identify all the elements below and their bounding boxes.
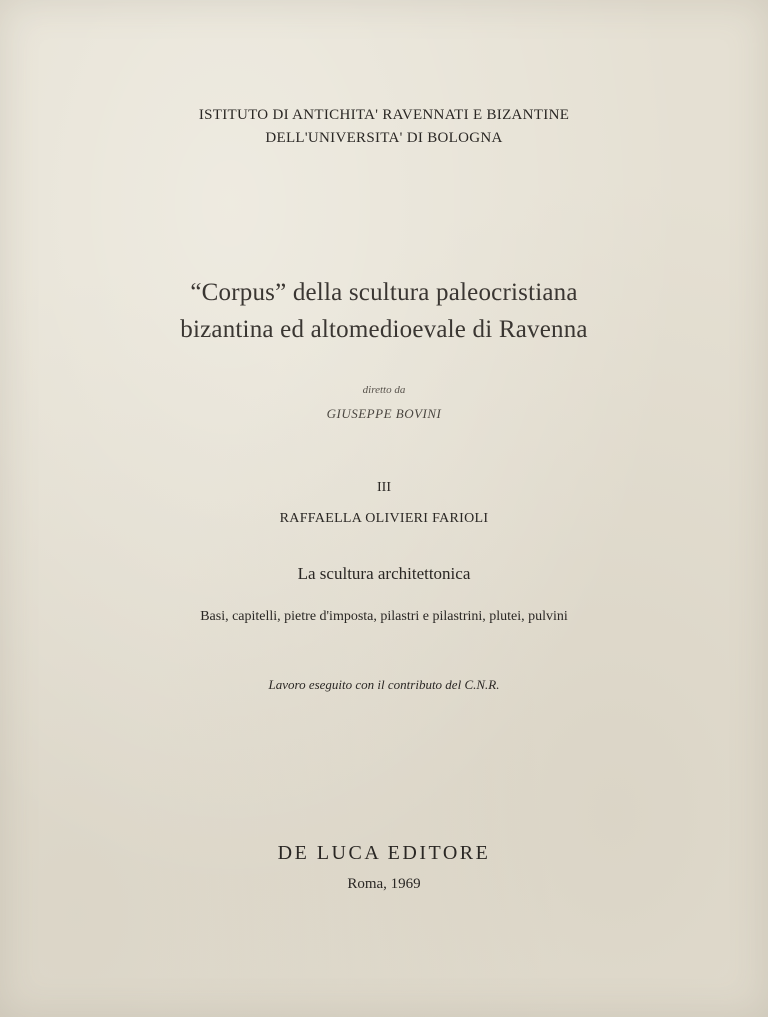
series-editor-name: GIUSEPPE BOVINI bbox=[326, 406, 442, 421]
book-title-line-2: bizantina ed altomedioevale di Ravenna bbox=[180, 316, 588, 343]
directed-by-label: diretto da bbox=[362, 384, 406, 396]
institute-line-2: DELL'UNIVERSITA' DI BOLOGNA bbox=[265, 130, 503, 146]
book-subtitle: La scultura architettonica bbox=[297, 564, 471, 583]
publication-place-year: Roma, 1969 bbox=[347, 876, 421, 892]
publisher-name: DE LUCA EDITORE bbox=[277, 842, 491, 864]
institute-line-1: ISTITUTO DI ANTICHITA' RAVENNATI E BIZANTINE bbox=[198, 107, 570, 123]
volume-number: III bbox=[377, 480, 391, 495]
author-name: RAFFAELLA OLIVIERI FARIOLI bbox=[279, 511, 489, 526]
book-title-line-1: “Corpus” della scultura paleocristiana bbox=[190, 279, 578, 306]
contents-description: Basi, capitelli, pietre d'imposta, pilastri e pilastrini, plutei, pulvini bbox=[200, 609, 568, 624]
funding-credit: Lavoro eseguito con il contributo del C.N.R. bbox=[268, 677, 500, 692]
